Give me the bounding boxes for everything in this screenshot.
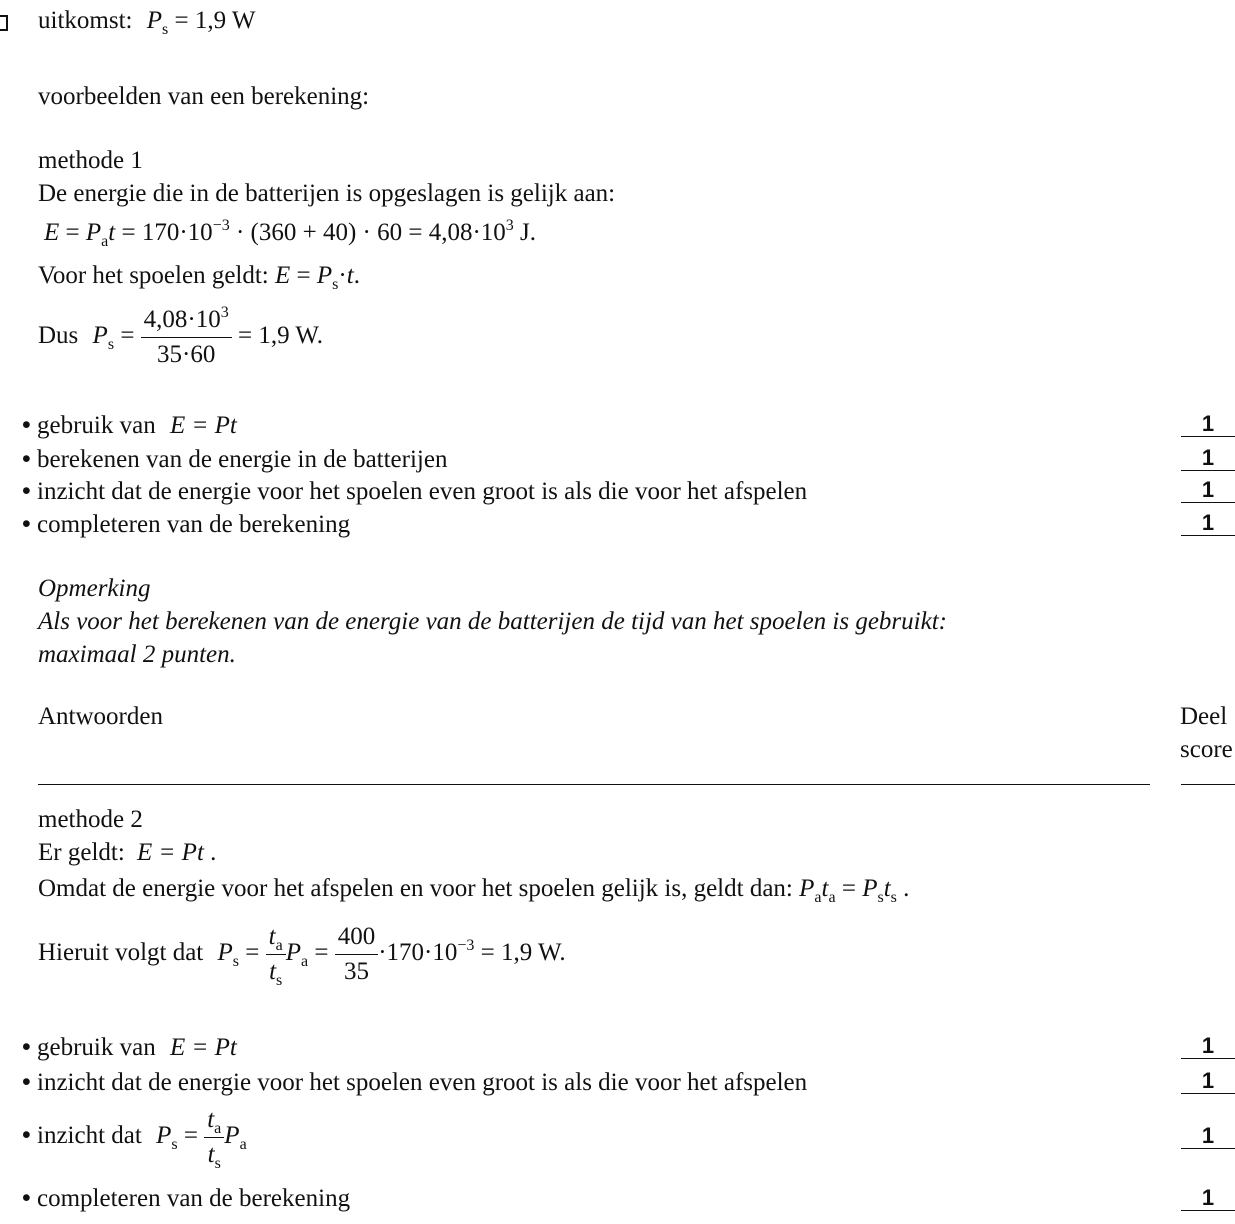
ta-over-ts-fraction: $\frac{t_a}{t_s}$ (266, 922, 286, 987)
criterion-item: • inzicht dat $P_s$ = $\frac{t_a}{t_s}$ $P_a$ (22, 1106, 247, 1172)
criterion-item: • inzicht dat de energie voor het spoelen even groot is als die voor het afspelen (22, 477, 808, 505)
criterion-item: • berekenen van de energie in de batterijen (22, 445, 448, 473)
method2-line3: Hieruit volgt dat $P_s$ = $\frac{t_a}{t_s}$ $P_a$ = $\frac{400}{35}$ $\cdot 170\cdot 10^{-3} = 1,9$ W. (38, 923, 566, 989)
criterion-item: • inzicht dat de energie voor het spoelen even groot is als die voor het afspelen (22, 1068, 808, 1096)
header-divider-score (1181, 784, 1235, 785)
criterion-item: • gebruik van E = Pt (22, 1033, 237, 1061)
answers-header: Antwoorden (38, 703, 163, 730)
method1-fraction: $\frac{4,08\cdot 10^3}{35\cdot 60}$ (141, 305, 232, 370)
score-value: 1 (1181, 1069, 1235, 1094)
examples-heading: voorbeelden van een berekening: (38, 83, 370, 110)
method2-line1: Er geldt: E = Pt . (38, 839, 217, 866)
400-over-35-fraction: $\frac{400}{35}$ (335, 922, 379, 987)
score-value: 1 (1181, 478, 1235, 503)
checkbox (0, 15, 8, 31)
score-value: 1 (1181, 412, 1235, 437)
score-value: 1 (1181, 446, 1235, 471)
criterion-item: • completeren van de berekening (22, 1184, 351, 1212)
header-divider (38, 784, 1150, 785)
method1-equation: $E = P_at = 170\cdot 10^{-3} \cdot (360 + 40) \cdot 60 = 4,08\cdot 10^3$ J. (44, 217, 537, 250)
remark-line1: Als voor het berekenen van de energie van de batterijen de tijd van het spoelen is gebruikt: (38, 608, 947, 635)
score-value: 1 (1181, 511, 1235, 536)
method1-line1: De energie die in de batterijen is opgeslagen is gelijk aan: (38, 180, 616, 207)
criterion-item: • gebruik van E = Pt (22, 411, 237, 439)
result-line: uitkomst: $P_s = 1,9$ W (38, 7, 256, 38)
partial-score-header-1: Deel (1180, 703, 1228, 730)
method1-title: methode 1 (38, 147, 143, 174)
method1-dus: Dus $P_s$ = $\frac{4,08\cdot 10^3}{35\cdot 60}$ = 1,9 W. (38, 304, 323, 368)
score-value: 1 (1181, 1186, 1235, 1211)
ta-over-ts-fraction: $\frac{t_a}{t_s}$ (204, 1105, 224, 1170)
method1-line3: Voor het spoelen geldt: $E = P_s\cdot t$. (38, 262, 360, 293)
criterion-item: • completeren van de berekening (22, 510, 351, 538)
remark-line2: maximaal 2 punten. (38, 641, 236, 668)
method2-title: methode 2 (38, 806, 143, 833)
remark-title: Opmerking (38, 575, 151, 602)
score-value: 1 (1181, 1124, 1235, 1149)
method2-line2: Omdat de energie voor het afspelen en voor het spoelen gelijk is, geldt dan: $P_at_a = P_st_s$ . (38, 875, 910, 906)
score-value: 1 (1181, 1034, 1235, 1059)
partial-score-header-2: score (1180, 736, 1233, 763)
